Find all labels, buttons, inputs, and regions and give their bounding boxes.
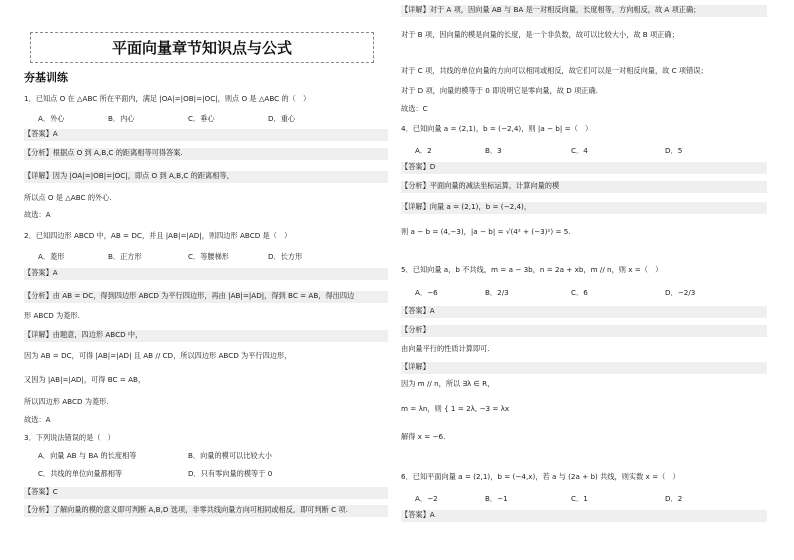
q1-stem: 1．已知点 O 在 △ABC 所在平面内，满足 |OA|=|OB|=|OC|，则点 O 是 △ABC 的（ ） — [24, 94, 311, 103]
q3-detail-d: 对于 D 项，向量的模等于 0 即说明它是零向量，故 D 项正确. — [401, 86, 598, 95]
q5-analysis: 由向量平行的性质计算即可. — [401, 344, 490, 353]
q6-option-b[interactable]: B．−1 — [485, 494, 508, 503]
q2-analysis-2: 形 ABCD 为菱形. — [24, 311, 80, 320]
q5-options — [415, 288, 695, 298]
q5-option-c[interactable]: C．6 — [571, 288, 588, 297]
q6-option-c[interactable]: C．1 — [571, 494, 588, 503]
q6-answer: 【答案】A — [401, 510, 767, 522]
q4-options — [415, 146, 682, 156]
q2-answer: 【答案】A — [24, 268, 388, 280]
q4-detail-2: 则 a − b = (4,−3)，|a − b| = √(4² + (−3)²) = 5. — [401, 227, 571, 236]
q2-detail: 【详解】由题意，四边形 ABCD 中， — [24, 330, 388, 342]
q6-options — [415, 494, 682, 504]
q2-detail-4: 所以四边形 ABCD 为菱形. — [24, 397, 109, 406]
q2-detail-3: 又因为 |AB|=|AD|，可得 BC = AB， — [24, 375, 146, 384]
q3-detail-b: 对于 B 项，因向量的模是向量的长度，是一个非负数，故可以比较大小，故 B 项正确； — [401, 30, 679, 39]
q3-detail: 【详解】对于 A 项，因向量 AB 与 BA 是一对相反向量，长度相等，方向相反，故 A 项正确； — [401, 5, 767, 17]
q4-option-d[interactable]: D．5 — [665, 146, 683, 155]
q5-detail-2: m = λn，则 { 1 = 2λ, −3 = λx — [401, 404, 510, 413]
q6-option-d[interactable]: D．2 — [665, 494, 683, 503]
q1-option-b[interactable]: B．内心 — [108, 114, 135, 123]
q2-options — [38, 252, 302, 262]
q2-option-c[interactable]: C．等腰梯形 — [188, 252, 229, 261]
q1-options — [38, 114, 295, 124]
q3-answer: 【答案】C — [24, 487, 388, 499]
q2-stem: 2．已知四边形 ABCD 中，AB = DC，并且 |AB|=|AD|，则四边形 ABCD 是（ ） — [24, 231, 292, 240]
q4-option-c[interactable]: C．4 — [571, 146, 588, 155]
section-heading: 夯基训练 — [24, 71, 68, 84]
q5-option-b[interactable]: B．2/3 — [485, 288, 509, 297]
q3-analysis: 【分析】了解向量的模的意义即可判断 A,B,D 选项，非零共线向量方向可相同或相反，即可判断 C 项. — [24, 505, 388, 517]
q6-option-a[interactable]: A．−2 — [415, 494, 438, 503]
q1-option-d[interactable]: D．重心 — [268, 114, 296, 123]
q2-option-b[interactable]: B．正方形 — [108, 252, 142, 261]
q2-conclusion: 故选：A — [24, 415, 51, 424]
q1-detail: 【详解】因为 |OA|=|OB|=|OC|，即点 O 到 A,B,C 的距离相等， — [24, 171, 388, 183]
q2-detail-2: 因为 AB = DC，可得 |AB|=|AD| 且 AB // CD，所以四边形 ABCD 为平行四边形， — [24, 351, 292, 360]
q3-option-b[interactable]: B．向量的模可以比较大小 — [188, 451, 272, 460]
q3-conclusion: 故选：C — [401, 104, 428, 113]
q1-option-c[interactable]: C．垂心 — [188, 114, 215, 123]
q3-option-d[interactable]: D．只有零向量的模等于 0 — [188, 469, 273, 478]
q4-option-a[interactable]: A．2 — [415, 146, 432, 155]
q4-answer: 【答案】D — [401, 162, 767, 174]
q1-conclusion: 故选：A — [24, 210, 51, 219]
q3-option-c[interactable]: C．共线的单位向量都相等 — [38, 469, 123, 478]
q1-analysis: 【分析】根据点 O 到 A,B,C 的距离相等可得答案. — [24, 148, 388, 160]
q3-detail-c: 对于 C 项，共线的单位向量的方向可以相同或相反，故它们可以是一对相反向量，故 C 项错误； — [401, 66, 708, 75]
q5-stem: 5．已知向量 a，b 不共线，m = a − 3b，n = 2a + xb，m // n，则 x =（ ） — [401, 265, 663, 274]
q5-option-a[interactable]: A．−6 — [415, 288, 438, 297]
q1-answer: 【答案】A — [24, 129, 388, 141]
q4-detail: 【详解】向量 a = (2,1)，b = (−2,4)， — [401, 202, 767, 214]
q5-detail-3: 解得 x = −6. — [401, 432, 446, 441]
q6-stem: 6．已知平面向量 a = (2,1)，b = (−4,x)，若 a 与 (2a + b) 共线，则实数 x =（ ） — [401, 472, 680, 481]
q1-option-a[interactable]: A．外心 — [38, 114, 65, 123]
q4-stem: 4．已知向量 a = (2,1)，b = (−2,4)，则 |a − b| =（ ） — [401, 124, 593, 133]
q5-answer: 【答案】A — [401, 306, 767, 318]
q3-stem: 3．下列说法错误的是（ ） — [24, 433, 115, 442]
q2-option-a[interactable]: A．菱形 — [38, 252, 65, 261]
q5-option-d[interactable]: D．−2/3 — [665, 288, 696, 297]
page-title: 平面向量章节知识点与公式 — [30, 32, 374, 63]
q4-analysis: 【分析】平面向量的减法坐标运算，计算向量的模 — [401, 181, 767, 193]
q3-option-a[interactable]: A．向量 AB 与 BA 的长度相等 — [38, 451, 137, 460]
q1-detail-2: 所以点 O 是 △ABC 的外心. — [24, 193, 112, 202]
q5-analysis-label: 【分析】 — [401, 325, 767, 337]
q2-analysis: 【分析】由 AB = DC，得到四边形 ABCD 为平行四边形，再由 |AB|=|AD|，得到 BC = AB，得出四边 — [24, 291, 388, 303]
q4-option-b[interactable]: B．3 — [485, 146, 502, 155]
q5-detail-1: 因为 m // n，所以 ∃λ ∈ R， — [401, 379, 495, 388]
q2-option-d[interactable]: D．长方形 — [268, 252, 303, 261]
q5-detail-label: 【详解】 — [401, 362, 767, 374]
